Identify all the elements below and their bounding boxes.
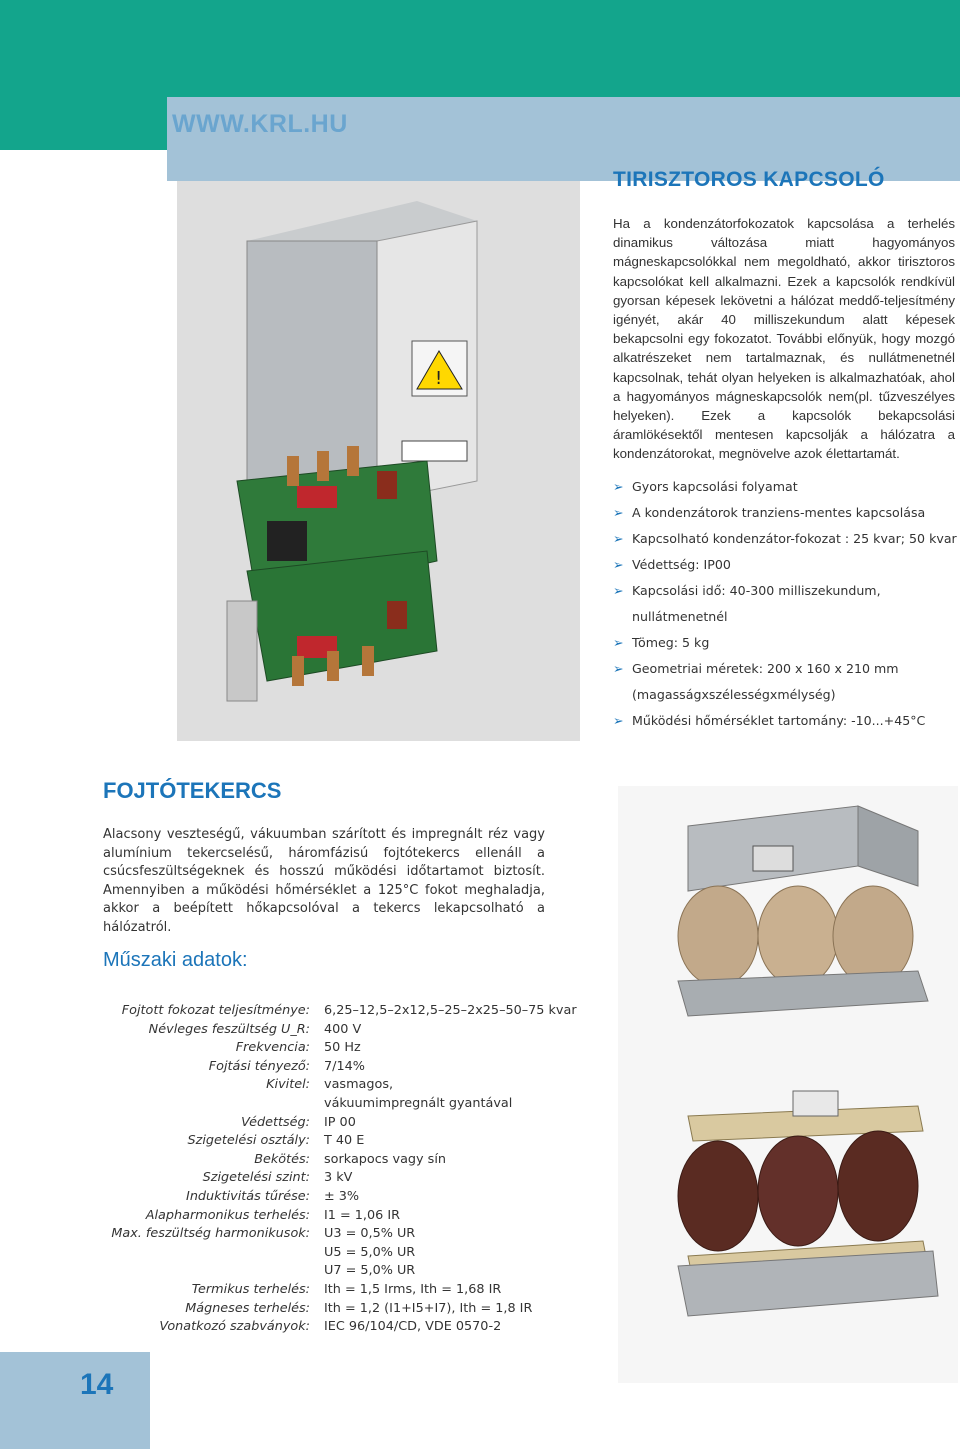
arrow-bullet-icon: ➢ — [613, 505, 624, 520]
section-title-thyristor-switch: TIRISZTOROS KAPCSOLÓ — [613, 168, 885, 191]
header-bar — [0, 0, 960, 97]
table-row: Bekötés: sorkapocs vagy sín — [254, 1151, 447, 1167]
page-number-box — [0, 1352, 150, 1449]
specs-title: Műszaki adatok: — [103, 949, 248, 971]
table-row: U5 = 5,0% UR — [324, 1244, 416, 1260]
table-row: U7 = 5,0% UR — [324, 1263, 416, 1279]
table-row: Max. feszültség harmonikusok: U3 = 0,5% UR — [111, 1226, 416, 1242]
list-item: ➢ Működési hőmérséklet tartomány: -10...+45°C — [613, 708, 958, 734]
list-item: ➢ Gyors kapcsolási folyamat — [613, 474, 958, 500]
table-row: Mágneses terhelés: Ith = 1,2 (I1+I5+I7), Ith = 1,8 IR — [185, 1300, 533, 1316]
table-row: Frekvencia: 50 Hz — [235, 1040, 361, 1056]
reactor-description: Alacsony veszteségű, vákuumban szárított és impregnált réz vagy alumínium tekercselésű, háromfázisú fojtótekercs ellenáll a csúcsfeszültségeknek és hosszú működési időtartamot biztosít. Amennyiben a működési hőmérséklet a 125°C fokot meghaladja, akkor a beépített hőkapcsolóval a tekercs lekapcsolható a hálózatról. — [103, 827, 545, 935]
section-title-reactor: FOJTÓTEKERCS — [103, 778, 282, 803]
table-row: Induktivitás tűrése: ± 3% — [186, 1188, 360, 1204]
page-number: 14 — [80, 1368, 114, 1401]
list-item: ➢ Kapcsolási idő: 40-300 milliszekundum, nullátmenetnél — [613, 578, 958, 630]
arrow-bullet-icon: ➢ — [613, 635, 624, 650]
reactor-photo — [618, 786, 958, 1383]
arrow-bullet-icon: ➢ — [613, 713, 624, 728]
arrow-bullet-icon: ➢ — [613, 661, 624, 676]
thyristor-switch-description: Ha a kondenzátorfokozatok kapcsolása a terhelés dinamikus változása miatt hagyományos mágneskapcsolókkal nem megoldható, akkor tirisztoros kapcsolókat kell alkalmazni. Ezek a kapcsolók rendkívül gyorsan képesek lekövetni a hálózat meddő-teljesítmény igényét, akár 40 milliszekundum alatt képesek bekapcsolni egy fokozatot. További előnyük, hogy mozgó alkatrészeket nem tartalmaznak, és nullátmenetnél kapcsolnak, tehát olyan helyeken is alkalmazhatóak, ahol a hagyományos mágneskapcsolók nem(pl. tűzveszélyes helyeken). Ezek a kapcsolók bekapcsolási áramlökésektől mentesen kapcsolják a hálózatra a kondenzátorokat, megnövelve azok élettartamát. — [613, 216, 955, 462]
table-row: vákuumimpregnált gyantával — [324, 1095, 513, 1111]
header-accent-block — [0, 97, 167, 150]
table-row: Védettség: IP 00 — [241, 1114, 356, 1130]
table-row: Alapharmonikus terhelés: I1 = 1,06 IR — [145, 1207, 401, 1223]
arrow-bullet-icon: ➢ — [613, 557, 624, 572]
thyristor-switch-feature-list — [613, 474, 958, 734]
list-item: ➢ Geometriai méretek: 200 x 160 x 210 mm (magasságxszélességxmélység) — [613, 656, 958, 708]
svg-text:!: ! — [435, 368, 443, 389]
list-item: ➢ Tömeg: 5 kg — [613, 630, 958, 656]
thyristor-switch-photo — [177, 181, 580, 741]
table-row: Névleges feszültség U_R: 400 V — [148, 1021, 362, 1037]
list-item: ➢ A kondenzátorok tranziens-mentes kapcsolása — [613, 500, 958, 526]
arrow-bullet-icon: ➢ — [613, 583, 624, 598]
table-row: Fojtott fokozat teljesítménye: 6,25–12,5–2x12,5–25–2x25–50–75 kvar — [121, 1003, 577, 1018]
table-row: Szigetelési osztály: T 40 E — [187, 1133, 365, 1149]
table-row: Fojtási tényező: 7/14% — [208, 1058, 365, 1074]
list-item: ➢ Védettség: IP00 — [613, 552, 958, 578]
site-url[interactable]: WWW.KRL.HU — [172, 110, 348, 138]
specs-table — [103, 1002, 614, 1337]
table-row: Szigetelési szint: 3 kV — [202, 1170, 353, 1186]
table-row: Kivitel: vasmagos, — [266, 1077, 394, 1093]
arrow-bullet-icon: ➢ — [613, 479, 624, 494]
table-row: Termikus terhelés: Ith = 1,5 Irms, Ith = 1,68 IR — [191, 1281, 502, 1297]
list-item: ➢ Kapcsolható kondenzátor-fokozat : 25 kvar; 50 kvar — [613, 526, 958, 552]
table-row: Vonatkozó szabványok: IEC 96/104/CD, VDE 0570-2 — [159, 1319, 502, 1335]
arrow-bullet-icon: ➢ — [613, 531, 624, 546]
